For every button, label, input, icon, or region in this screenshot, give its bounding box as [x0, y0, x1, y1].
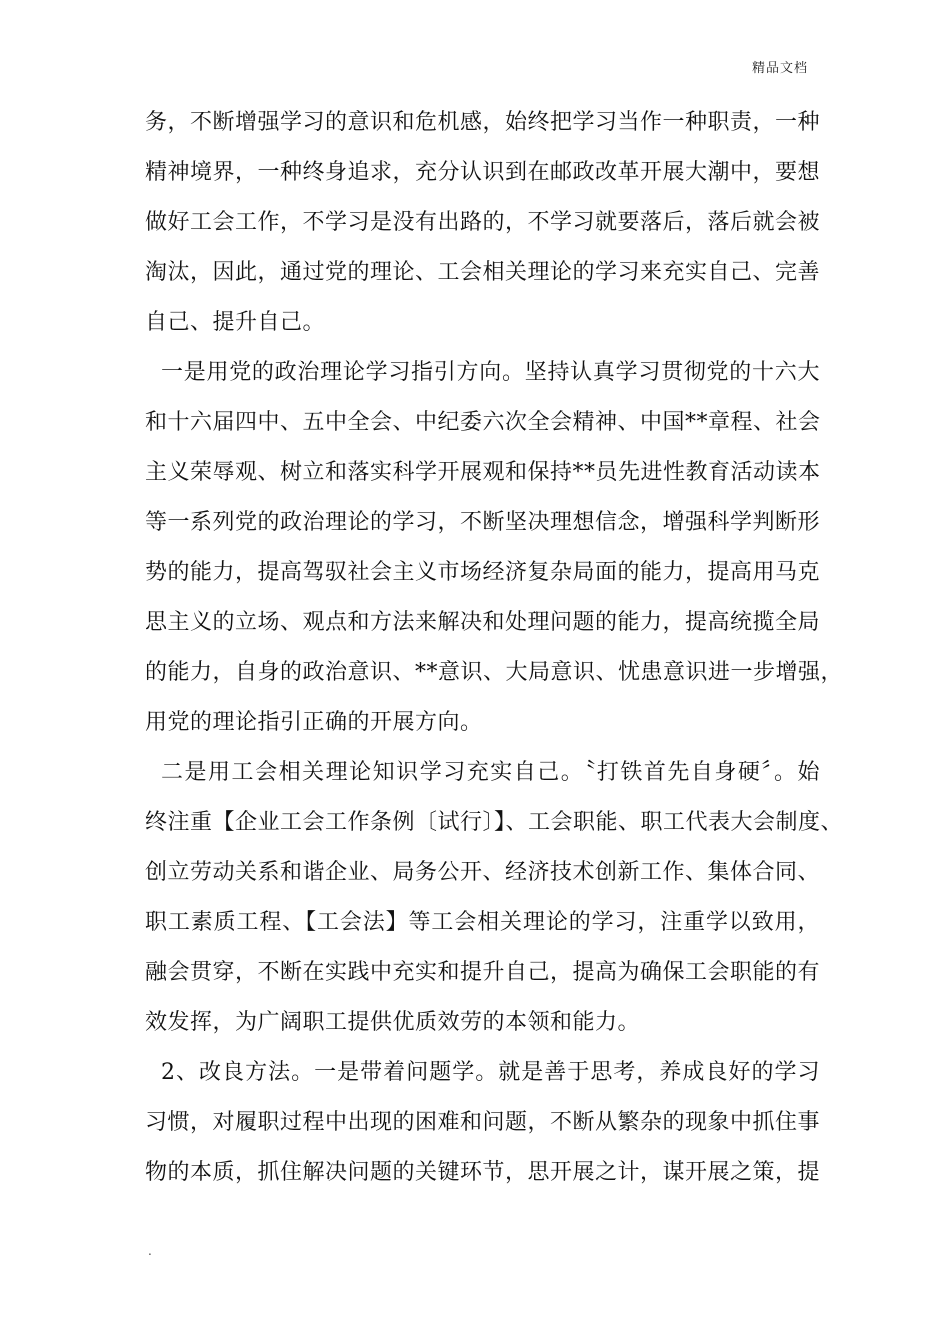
text-line: 的能力，自身的政治意识、**意识、大局意识、忧患意识进一步增强， [145, 660, 844, 685]
text-line: 自己、提升自己。 [145, 310, 326, 335]
text-line: 务，不断增强学习的意识和危机感，始终把学习当作一种职责，一种 [145, 110, 821, 135]
text-line: 二是用工会相关理论知识学习充实自己。〝打铁首先自身硬〞。始 [161, 760, 820, 785]
page-header-label: 精品文档 [751, 61, 808, 76]
text-line: 做好工会工作，不学习是没有出路的，不学习就要落后，落后就会被 [145, 210, 821, 235]
document-body [145, 98, 844, 1198]
text-line: 和十六届四中、五中全会、中纪委六次全会精神、中国**章程、社会 [145, 410, 821, 435]
text-line: 思主义的立场、观点和方法来解决和处理问题的能力，提高统揽全局 [145, 610, 821, 635]
text-line: 势的能力，提高驾驭社会主义市场经济复杂局面的能力，提高用马克 [145, 560, 821, 585]
text-line: 效发挥，为广阔职工提供优质效劳的本领和能力。 [145, 1010, 641, 1035]
text-line: 2、改良方法。一是带着问题学。就是善于思考，养成良好的学习 [161, 1060, 820, 1085]
text-line: 主义荣辱观、树立和落实科学开展观和保持**员先进性教育活动读本 [145, 460, 821, 485]
text-line: 淘汰，因此，通过党的理论、工会相关理论的学习来充实自己、完善 [145, 260, 821, 285]
text-line: 用党的理论指引正确的开展方向。 [145, 710, 483, 735]
text-line: 精神境界，一种终身追求，充分认识到在邮政改革开展大潮中，要想 [145, 160, 821, 185]
text-line: 职工素质工程、【工会法】等工会相关理论的学习，注重学以致用， [145, 910, 820, 935]
text-line: 融会贯穿，不断在实践中充实和提升自己，提高为确保工会职能的有 [145, 960, 821, 985]
text-line: 一是用党的政治理论学习指引方向。坚持认真学习贯彻党的十六大 [161, 360, 820, 385]
text-line: 物的本质，抓住解决问题的关键环节，思开展之计，谋开展之策，提 [145, 1160, 821, 1185]
text-line: 等一系列党的政治理论的学习，不断坚决理想信念，增强科学判断形 [145, 510, 821, 535]
text-line: 终注重【企业工会工作条例〔试行〕】、工会职能、职工代表大会制度、 [145, 810, 844, 835]
footer-mark: . [148, 1244, 152, 1258]
text-line: 创立劳动关系和谐企业、局务公开、经济技术创新工作、集体合同、 [145, 860, 821, 885]
text-line: 习惯，对履职过程中出现的困难和问题，不断从繁杂的现象中抓住事 [145, 1110, 821, 1135]
